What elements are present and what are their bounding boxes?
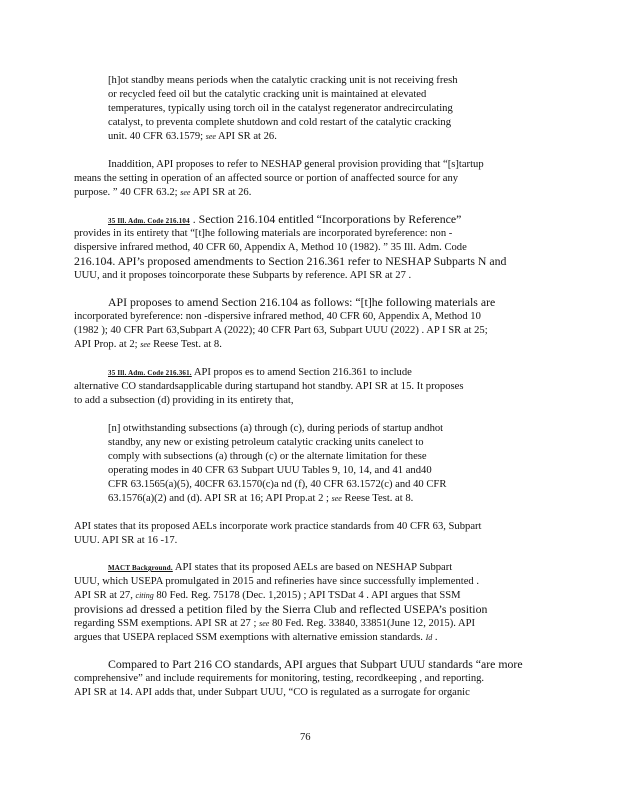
text-line: unit. 40 CFR 63.1579; see API SR at 26. — [108, 131, 277, 142]
text-line: standby, any new or existing petroleum catalytic cracking units canelect to — [108, 437, 424, 448]
text-line: (1982 ); 40 CFR Part 63,Subpart A (2022); 40 CFR Part 63, Subpart UUU (2022) . AP I SR at 25; — [74, 325, 488, 336]
text-line: [h]ot standby means periods when the catalytic cracking unit is not receiving fresh — [108, 75, 458, 86]
text-line: UUU. API SR at 16 -17. — [74, 535, 178, 546]
text-line: 63.1576(a)(2) and (d). API SR at 16; API Prop.at 2 ; see Reese Test. at 8. — [108, 493, 414, 504]
text-line: comply with subsections (a) through (c) or the alternate limitation for these — [108, 451, 427, 462]
section-heading: MACT Background. — [108, 564, 173, 572]
text-line: provisions ad dressed a petition filed by the Sierra Club and reflected USEPA’s position — [74, 602, 488, 616]
text-line: catalyst, to preventa complete shutdown and cold restart of the catalytic cracking — [108, 117, 451, 128]
text-line: means the setting in operation of an affected source or portion of anaffected source for any — [74, 173, 459, 184]
page-number: 76 — [300, 732, 311, 743]
text-line: purpose. ” 40 CFR 63.2; see API SR at 26. — [74, 187, 252, 198]
text-line: operating modes in 40 CFR 63 Subpart UUU Tables 9, 10, 14, and 41 and40 — [108, 465, 432, 476]
text-line: or recycled feed oil but the catalytic cracking unit is maintained at elevated — [108, 89, 427, 100]
text-line: alternative CO standardsapplicable during startupand hot standby. API SR at 15. It proposes — [74, 381, 464, 392]
text-line: API SR at 27, citing 80 Fed. Reg. 75178 (Dec. 1,2015) ; API TSDat 4 . API argues that SSM — [74, 590, 461, 601]
section-heading-line: 35 Ill. Adm. Code 216.361. API propos es to amend Section 216.361 to include — [108, 367, 412, 378]
section-heading-line: MACT Background. API states that its proposed AELs are based on NESHAP Subpart — [108, 562, 453, 573]
text-line: UUU, and it proposes toincorporate these Subparts by reference. API SR at 27 . — [74, 270, 412, 281]
text-line: 216.104. API’s proposed amendments to Section 216.361 refer to NESHAP Subparts N and — [74, 254, 507, 268]
text-line: UUU, which USEPA promulgated in 2015 and refineries have since successfully implemented . — [74, 576, 480, 587]
text-line: incorporated byreference: non -dispersive infrared method, 40 CFR 60, Appendix A, Method 10 — [74, 311, 481, 322]
text-line: CFR 63.1565(a)(5), 40CFR 63.1570(c)a nd (f), 40 CFR 63.1572(c) and 40 CFR — [108, 479, 447, 490]
text-line: temperatures, typically using torch oil in the catalyst regenerator andrecirculating — [108, 103, 453, 114]
text-line: comprehensive” and include requirements for monitoring, testing, recordkeeping , and reporting. — [74, 673, 485, 684]
text-line: [n] otwithstanding subsections (a) through (c), during periods of startup andhot — [108, 423, 444, 434]
text-line: argues that USEPA replaced SSM exemptions with alternative emission standards. Id . — [74, 632, 438, 643]
section-heading: 35 Ill. Adm. Code 216.361. — [108, 369, 192, 377]
text-line: dispersive infrared method, 40 CFR 60, Appendix A, Method 10 (1982). ” 35 Ill. Adm. Code — [74, 242, 467, 253]
section-heading: 35 Ill. Adm. Code 216.104 — [108, 217, 190, 225]
text-line: API Prop. at 2; see Reese Test. at 8. — [74, 339, 222, 350]
text-line: to add a subsection (d) providing in its entirety that, — [74, 395, 294, 406]
text-line: provides in its entirety that “[t]he following materials are incorporated byreference: non - — [74, 228, 453, 239]
text-line: Compared to Part 216 CO standards, API argues that Subpart UUU standards “are more — [108, 657, 523, 671]
text-line: API SR at 14. API adds that, under Subpart UUU, “CO is regulated as a surrogate for organic — [74, 687, 470, 698]
text-line: regarding SSM exemptions. API SR at 27 ; see 80 Fed. Reg. 33840, 33851(June 12, 2015). API — [74, 618, 476, 629]
section-heading-line: 35 Ill. Adm. Code 216.104 . Section 216.104 entitled “Incorporations by Reference” — [108, 212, 462, 226]
text-line: API states that its proposed AELs incorporate work practice standards from 40 CFR 63, Subpart — [74, 521, 482, 532]
text-line: Inaddition, API proposes to refer to NESHAP general provision providing that “[s]tartup — [108, 159, 484, 170]
text-line: API proposes to amend Section 216.104 as follows: “[t]he following materials are — [108, 295, 496, 309]
